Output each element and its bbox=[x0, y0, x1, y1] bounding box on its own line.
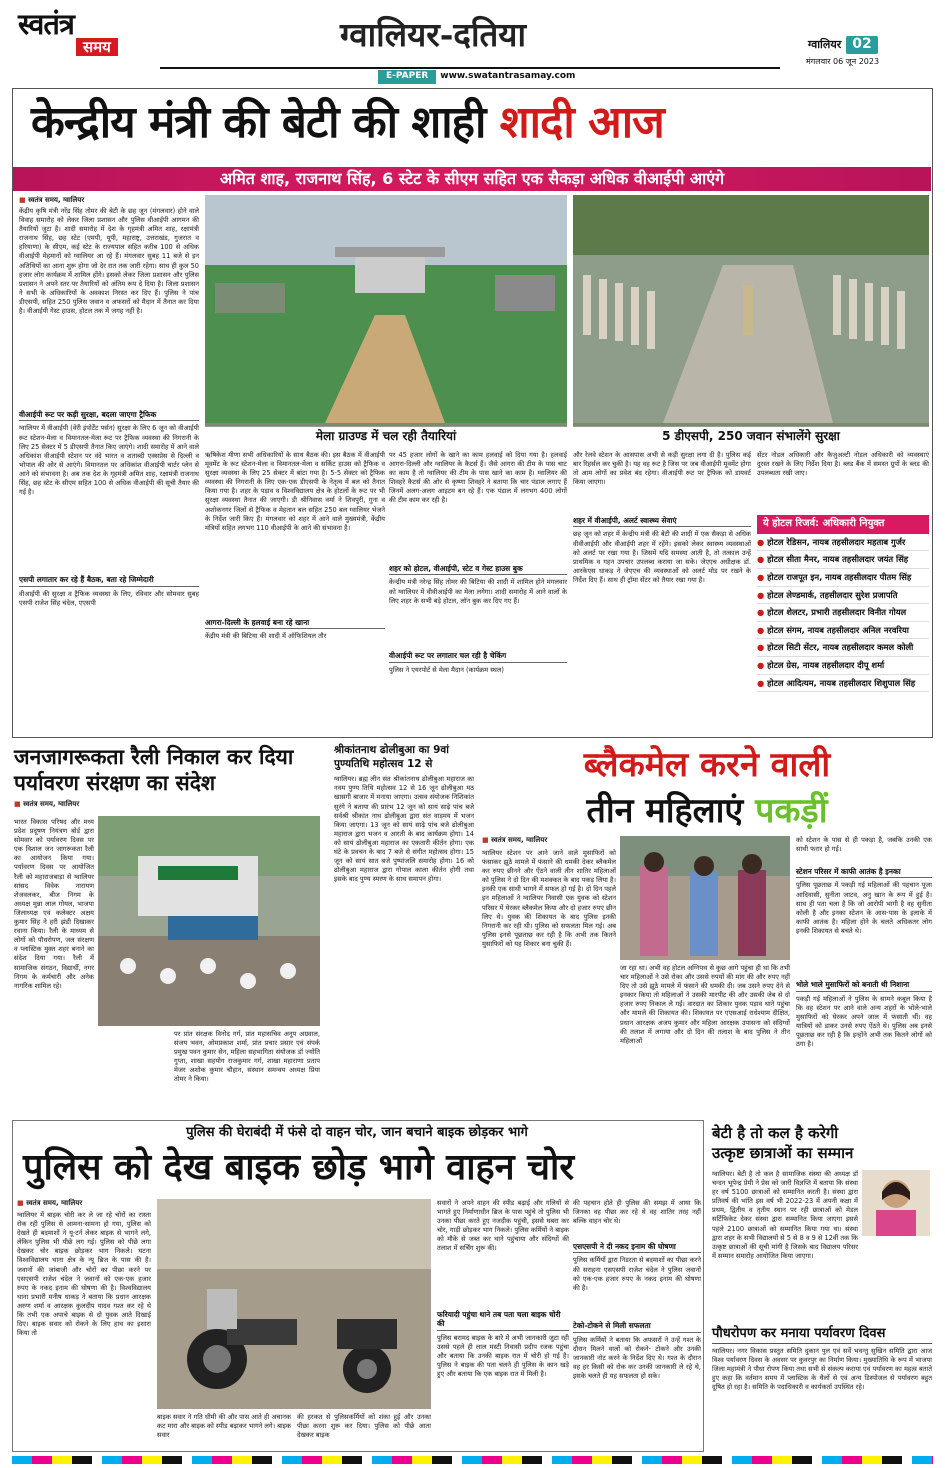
blackmail-sub-1: स्टेशन परिसर में काफी आतंक है इनका bbox=[796, 867, 932, 878]
rally-story bbox=[14, 744, 326, 808]
lead-col-1 bbox=[19, 196, 199, 620]
rally-col2-text: पर प्रांत संरक्षक विनोद गर्ग, प्रांत महासचिव अनूप अग्रवाल, संजय भवन, ओमप्रकाश शर्मा, प्रांत प्रचार प्रसार एवं संपर्क प्रमुख पवन कुमार सेन, महिला सहभागिता संयोजक डॉ ज्योति गुप्ता, शाखा सहयोग राजकुमार गर्ग, शाखा महाराणा प्रताप मेजर अशोक कुमार चौहान, संस्थान समन्वय अध्यक्ष प्रिया तोमर ने किया। bbox=[174, 1030, 320, 1084]
bike-col5c-text: पुलिस कर्मियों ने बताया कि अफसरों ने उन्हें गश्त के दौरान मिलने वालों को रोकने- टोकने और उनकी जानकारी नोट करने के निर्देश दिए थे। गश्त के दौरान वह हर किसी को रोक कर उनकी जानकारी ले रहे थे, इसके चलते ही यह सफलता हो सके। bbox=[573, 1335, 701, 1381]
website-link[interactable]: www.swatantrasamay.com bbox=[440, 71, 576, 81]
lead-col-3 bbox=[389, 451, 567, 686]
bike-col2-text: बाइक सवार ने गति धीमी की और पास आते ही अचानक कट मारा और बाइक को स्पीड बढ़ाकर भागने लगे। बाइक सवार bbox=[157, 1413, 291, 1440]
bike-sub-1: फरियादी पहुंचा थाने तब पता चला बाइक चोरी की bbox=[437, 1310, 569, 1331]
date-label: मंगलवार 06 जून 2023 bbox=[806, 57, 880, 66]
hotel-item: ● होटल संगम, नायब तहसीलदार अनिल नरवरिया bbox=[757, 622, 929, 640]
lead-col2b-text: केंद्रीय मंत्री की बिटिया की शादी में ऑफिशियल तौर bbox=[205, 632, 327, 641]
plantation-story bbox=[712, 1326, 932, 1447]
blackmail-headline-line2 bbox=[482, 790, 932, 834]
blackmail-col3c-text: पकड़ी गई महिलाओं ने पुलिस के सामने कबूल किया है कि वह स्टेशन पर आने वाले अन्य शहरों के भोले-भाले मुसाफिरों को घेरकर अपने जाल में फंसाती थीं। वह यात्रियों को डाकर उनसे रुपए ऐंठते थे। पुलिस अब इनसे पूछताछ कर रही है कि इन्होंने अभी तक कितने लोगों को ठगा है। bbox=[796, 994, 932, 1049]
rally-headline: जनजागरूकता रैली निकाल कर दिया पर्यावरण संरक्षण का संदेश bbox=[14, 745, 294, 796]
bike-sub-3: टेको-टोकने से मिली सफलता bbox=[573, 1321, 701, 1332]
organizer-portrait bbox=[862, 1170, 930, 1236]
punyatithi-text: ग्वालियर। ब्रह्म लीन संत श्रीकांतनाथ ढोलीबुआ महाराज का नवम पुण्य तिथि महोत्सव 12 से 16 जून ढोलीबुआ मठ खासगी बाजार में मनाया जाएगा। उत्सव संयोजक निशिकांत सुरंगे ने बताया की प्रारंभ 12 जून को सायं साढ़े पांच बजे सर्वश्री श्रीकांत नाथ ढोलीबुआ द्वारा संत वाड़मय में भजन किया जाएगा। 13 जून को सायं साढ़े पांच बजे ढोलीबुआ महाराज द्वारा भजन व आरती के बाद कार्यक्रम होगा। 14 को सायं ढोलीबुआ महाराज का एकतारी कीर्तन होगा। एक घंटे के प्रवचन के बाद 7 बजे से संगीत महोत्सव होगा। 15 जून को सायं सात बजे पुष्पांजलि समारोह होगा। 16 को ढोलीबुआ महाराज द्वारा गोपाल काला कीर्तन होगी तथा इसके बाद पुण्य स्मरण के साथ समापन होगा। bbox=[334, 775, 474, 884]
photo-rally bbox=[98, 816, 320, 1026]
lead-col1-text: केंद्रीय कृषि मंत्री नरेंद्र सिंह तोमर की बेटी के छह जून (मंगलवार) होने वाले विवाह समारोह को लेकर जिला प्रशासन और पुलिस वीआईपी आगमन की तैयारियों जुटा है। शादी समारोह में देश के गृहमंत्री अमित शाह, रक्षामंत्री राजनाथ सिंह, छह स्टेट (एमपी, यूपी, महाराष्ट्र, उत्तराखंड, गुजरात व हरियाणा) के सीएम, कई स्टेट के राज्यपाल सहित करीब 100 से अधिक वीआईपी मेहमानों को ग्वालियर आ रहे हैं। मंगलवार सुबह 11 बजे से इन अतिथियों का आना शुरू होगा जो देर रात तक जारी रहेगा। साथ ही कुल 50 हजार लोग कार्यक्रम में शामिल होंगे। इसको लेकर जिला प्रशासन और पुलिस प्रशासन ने अपने स्तर पर तैयारियों को अंतिम रूप दे दिया है। जिला प्रशासन ने सभी के अधिकारियों के अवकाश निरस्त कर दिए हैं। पुलिस ने पांच डीएसपी, सहित 250 पुलिस जवान व अफसरों को मैदान में तैनात कर दिया है। वीआईपी गेस्ट हाउस, होटल तक में जगह नहीं है। bbox=[19, 206, 199, 315]
lead-strap: अमित शाह, राजनाथ सिंह, 6 स्टेट के सीएम सहित एक सैकड़ा अधिक वीआईपी आएंगे bbox=[13, 167, 931, 191]
bike-kicker: पुलिस की घेराबंदी में फंसे दो वाहन चोर, जान बचाने बाइक छोड़कर भागे bbox=[186, 1125, 528, 1140]
lead-headline-red: शादी आज bbox=[499, 97, 664, 148]
blackmail-col-3 bbox=[796, 836, 932, 1095]
hotels-title: ये होटल रिजर्व: अधिकारी नियुक्त bbox=[757, 515, 929, 534]
daughter-headline-2: उत्कृष्ट छात्राओं का सम्मान bbox=[712, 1143, 854, 1162]
daughter-headline-1: बेटी है तो कल है करेगी bbox=[712, 1124, 839, 1142]
caption-mela-ground: मेला ग्राउण्ड में चल रही तैयारियां bbox=[205, 426, 567, 445]
page-meta bbox=[808, 36, 878, 54]
bike-col5-text: की पहचान होते ही पुलिस की समझ में आया कि जिनका वह पीछा कर रहे थे वह शातिर तरह नहीं बल्कि वाहन चोर थे। bbox=[573, 1199, 701, 1226]
lead-sub-3: आगरा-दिल्ली के हलवाई बना रहे खाना bbox=[205, 618, 385, 629]
lead-col4-text: और रेलवे स्टेशन के आसपास अभी से कड़ी सुरक्षा लगा दी है। पुलिस कई बार रिहर्सल कर चुकी है। यह वह रूट है जिस पर जब वीआईपी मूवमेंट होगा तो आम लोगों का प्रवेश बंद रहेगा। वीआईपी रूट पर ट्रैफिक को डायवर्ट किया जाएगा। bbox=[573, 451, 751, 487]
mela-ground-image bbox=[205, 195, 567, 423]
rally-byline: ■ स्वतंत्र समय, ग्वालियर bbox=[14, 800, 326, 809]
blackmail-col3-text: को स्टेशन के पास से ही पकड़ा है, जबकि उनकी एक साथी फरार हो गई। bbox=[796, 836, 932, 854]
lead-headline-black: केन्द्रीय मंत्री की बेटी की शाही bbox=[31, 97, 486, 148]
hotels-list bbox=[757, 534, 929, 692]
arrested-women-image bbox=[620, 836, 790, 960]
blackmail-col2-text: जा रहा था। अभी वह होटल अग्निपथ से कुछ आगे पहुंचा ही था कि तभी चार महिलाओं ने उसे रोका और उससे रुपयों की मांग की और रुपए नहीं दिए तो उसे झूठे मामले में फंसाने की धमकी दी। जब उसने रुपए देने से इनकार किया तो महिलाओं ने उसकी मारपीट की और उसकी जेब से दो हजार रुपए निकाल ले गईं। वारदात का शिकार युवक पड़ाव थाने पहुंचा और मामले की शिकायत की। शिकायत पर एएसआई राधेश्याम दीक्षित, प्रधान आरक्षक अजय कुमार और महिला आरक्षक उपासना को संदिग्धों की तलाश में लगाया और दो दिन की तलाश के बाद पुलिस ने तीन महिलाओं bbox=[620, 964, 790, 1045]
rally-image bbox=[98, 816, 320, 1026]
bike-col-4 bbox=[437, 1199, 569, 1444]
lead-sub-5: वीआईपी रूट पर लगातार चल रही है चेकिंग bbox=[389, 651, 567, 662]
hotel-item: ● होटल आदित्यम, नायब तहसीलदार शिशुपाल सिंह bbox=[757, 675, 929, 693]
lead-col-5 bbox=[757, 451, 929, 692]
epaper-label: E-PAPER bbox=[378, 70, 436, 84]
punyatithi-headline: श्रीकांतनाथ ढोलीबुआ का 9वां पुण्यतिथि महोत्सव 12 से bbox=[334, 744, 449, 770]
lead-col3c-text: पुलिस ने एयरपोर्ट से मेला मैदान (कार्यक्रम स्थल) bbox=[389, 665, 504, 674]
lead-headline bbox=[31, 95, 664, 151]
hotel-item: ● होटल ग्रेस, नायब तहसीलदार दीपू शर्मा bbox=[757, 657, 929, 675]
police-force-image bbox=[573, 195, 929, 423]
bike-col4-text: सवारों ने अपने वाहन की स्पीड बढ़ाई और गलियों से भागते हुए निर्माणाधीन ब्रिज के पास पहुंचे तो पुलिस भी उनका पीछा करते हुए नजदीक पहुंची, इससे घबरा कर चोर, गाड़ी छोड़कर भाग निकले। पुलिस कर्मियों ने बाइक को मौके से जब्त कर थाने पहुंचाया और संदिग्धों की तलाश में सर्चिंग शुरू की। bbox=[437, 1199, 569, 1253]
lead-sub-2: एसपी लगातार कर रहे हैं बैठक, बता रहे जिम्मेदारी bbox=[19, 575, 199, 586]
hotel-item: ● होटल राजपूत इन, नायब तहसीलदार पीतम सिंह bbox=[757, 569, 929, 587]
blackmail-story bbox=[482, 744, 932, 833]
bike-byline: ■ स्वतंत्र समय, ग्वालियर bbox=[17, 1199, 151, 1208]
photo-police-force bbox=[573, 195, 929, 445]
daughter-story bbox=[712, 1124, 932, 1163]
plantation-headline: पौधरोपण कर मनाया पर्यावरण दिवस bbox=[712, 1326, 932, 1344]
bike-headline: पुलिस को देख बाइक छोड़ भागे वाहन चोर bbox=[23, 1147, 575, 1188]
hotel-item: ● होटल सीता मैनर, नायब तहसीलदार जयंत सिंह bbox=[757, 551, 929, 569]
logo bbox=[18, 6, 148, 57]
blackmail-byline: ■ स्वतंत्र समय, ग्वालियर bbox=[482, 836, 616, 845]
hotel-item: ● होटल सिटी सेंटर, नायब तहसीलदार कमल कोली bbox=[757, 639, 929, 657]
hotel-item: ● होटल लेण्डमार्क, तहसीलदार सुरेश प्रजापति bbox=[757, 587, 929, 605]
lead-col-4 bbox=[573, 451, 751, 710]
edition-title: ग्वालियर-दतिया bbox=[340, 15, 526, 54]
lead-sub-6: शहर में वीआईपी, अलर्ट स्वास्थ्य सेवाएं bbox=[573, 516, 751, 527]
caption-police-force: 5 डीएसपी, 250 जवान संभालेंगे सुरक्षा bbox=[573, 426, 929, 445]
blackmail-headline-red: ब्लैकमेल करने वाली bbox=[583, 745, 831, 785]
daughter-text: ग्वालियर। बेटी है तो कल है सामाजिक संस्था की अध्यक्ष डॉ चन्दन भूपेन्द्र प्रेमी ने प्रेस को जारी विज्ञप्ति में बताया कि संस्था हर वर्ष 5100 छात्राओं को सम्मानित करती है। संस्था द्वारा प्रतिवर्ष की भांति इस वर्ष भी 2022-23 में अपनी कक्षा में प्रथम, द्वितीय व तृतीय स्थान पर रही छात्राओं को मेडल सर्टिफिकेट देकर संस्था द्वारा सम्मानित किया जाएगा इससे पहले 2100 छात्राओं को सम्मानित किया गया था। संस्था द्वारा शहर के सभी विद्यालयों से 5 से 8 व 9 से 12वीं तक कि उत्कृष्ट छात्राओं की सूची मांगी है जिसके बाद विद्यालय परिसर में सम्मान समारोह आयोजित किया जाएगा। bbox=[712, 1170, 858, 1260]
bike-sub-2: एसएसपी ने दी नकद इनाम की घोषणा bbox=[573, 1242, 701, 1253]
bike-image bbox=[157, 1199, 431, 1409]
lead-col3b-text: केन्द्रीय मंत्री नरेन्द्र सिंह तोमर की बिटिया की शादी में शामिल होने मंगलवार को ग्वालियर में वीवीआईपी का मेला लगेगा। शादी समारोह में आने वालों के लिए शहर के सभी बड़े होटल, लॉन बुक कर दिए गए हैं। bbox=[389, 578, 567, 605]
color-registration-strip bbox=[12, 1456, 933, 1464]
lead-col4b-text: छह जून को शहर में केन्द्रीय मंत्री की बेटी की शादी में एक सैकड़ा से अधिक वीवीआईपी और वीआईपी शहर में रहेंगे। इसको लेकर स्वास्थ्य व्यवस्थाओं को अलर्ट पर रखा गया है। जिसमें यदि समस्या आती है, तो तत्काल उन्हें प्राथमिक व गहन उपचार उपलब्ध कराया जा सके। जेएएच अधीक्षक डॉ. आरकेएस धाकड़ ने जेएएच की व्यवस्थाओं को अलर्ट मोड पर रखने के निर्देश दिए हैं। साथ ही ट्रॉमा सेंटर को तैयार रखा गया है। bbox=[573, 530, 751, 584]
logo-badge: समय bbox=[76, 38, 118, 56]
photo-arrested-women bbox=[620, 836, 790, 960]
blackmail-col3b-text: पुलिस पूछताछ में पकड़ी गई महिलाओं की पहचान पूजा आदिवासी, सुनीता जाटव, अनु खान के रूप में हुई है। साथ ही पता चला है कि जो आरोपी भागी है वह सुनीता कोली है और इनका स्टेशन के आस-पास के इलाके में काफी आतंक है। महिला होने के चलते अधिकतर लोग इनकी शिकायत से बचते थे। bbox=[796, 881, 932, 935]
lead-col1c-text: वीआईपी की सुरक्षा व ट्रैफिक व्यवस्था के लिए, रविवार और सोमवार सुबह एसपी राजेश सिंह चंदेल, एएसपी bbox=[19, 589, 199, 607]
blackmail-headline-green: पकड़ीं bbox=[755, 790, 828, 831]
page-number: 02 bbox=[846, 36, 877, 54]
bike-col4b-text: पुलिस बरामद बाइक के बारे में अभी जानकारी जुटा रही उससे पहले ही लाल मस्टी निवासी प्रदीप रजक पहुंचा और बताया कि उनकी बाइक रात में चोरी हो गई है। पुलिस ने बाइक की पता चलने ही पुलिस के कान खड़े हुए और बताया कि एक बाइक रात में मिली है। bbox=[437, 1333, 569, 1379]
lead-col1b-text: ग्वालियर में वीआईपी (वेरी इंपोर्टेंट पर्सन) सुरक्षा के लिए 6 जून को वीआईपी रूट स्टेशन-मेला व विमानतल-मेला रूट पर ट्रैफिक व्यवस्था की निगरानी के लिए 25 सेक्टर में 5 डीएसपी तैनात किए जाएंगे। शादी समारोह में आने वाले अधिकांश वीआईपी स्टेशन पर वंदे भारत व शताब्दी एक्सप्रेस से दिल्ली व भोपाल की ओर से आएंगे। विमानतल पर अधिकांश वीआईपी चार्टर प्लेन से आने को संभावना है। अब तक देश के गृहमंत्री अमित शाह, रक्षामंत्री राजनाथ सिंह, छह स्टेट के सीएम सहित 100 से अधिक वीआईपी की सूची तैयार की गई है। bbox=[19, 424, 199, 497]
lead-sub-4: शहर को होटल, वीआईपी, स्टेट व गेस्ट हाउस बुक bbox=[389, 564, 567, 575]
lead-story-box bbox=[12, 88, 933, 738]
bike-col5b-text: पुलिस कर्मियों द्वारा निडरता से बदमाशों का पीछा करने की सराहना एसएसपी राजेश चंदेल ने पुलिस जवानों को एक-एक हजार रुपए के नकद इनाम की घोषणा की है। bbox=[573, 1256, 701, 1292]
blackmail-col1-text: ग्वालियर स्टेशन पर आने जाने वाले मुसाफिरों को फंसाकर झूठे मामले में फंसाने की धमकी देकर ब्लैकमेल कर रुपए छीनने और ऐंठने वाली तीन शातिर महिलाओं को पुलिस ने दो दिन की मशक्कत के बाद पकड़ लिया है। इनकी एक साथी भागने में सफल हो गई है। दो दिन पहले इन महिलाओं ने ग्वालियर निवासी एक युवक को स्टेशन परिसर में घेरकर ब्लैकमेल किया और दो हजार रुपए छीन लिए थे। युवक की शिकायत के बाद पुलिस इनकी निगरानी कर रही थी। पुलिस को सफलता मिल गई। अब पुलिस इनसे पूछताछ कर रही है कि अभी तक कितने मुसाफिरों को यह शिकार बना चुकी हैं। bbox=[482, 848, 616, 948]
bike-col1-text: ग्वालियर में बाइक चोरी कर ले जा रहे चोरों का रास्ता रोक रही पुलिस से आमना-सामना हो गया, पुलिस को देखते ही बदमाशों ने यू-टर्न लेकर बाइक से भागने लगे, लेकिन पुलिस भी पीछे लग गई। पुलिस को पीछे लगा देखकर चोर बाइक छोड़कर भाग निकले। घटना विश्वविद्यालय थाना क्षेत्र के न्यू ब्रिज के पास की है। जवानों की जांबाजी और चोरों का पीछा करने पर एसएसपी राजेश चंदेल ने जवानों को एक-एक हजार रुपए के नकद इनाम की घोषणा की है। विश्वविद्यालय थाना प्रभारी मनीष धाकड़ ने बताया कि प्रधान आरक्षक अरुण शर्मा व आरक्षक कुलदीप यादव गश्त कर रहे थे कि तभी एक अपाचे बाइक से दो युवक आते दिखाई दिए। बाइक सवार को रोकने के लिए हाथ का इशारा किया तो bbox=[17, 1210, 151, 1338]
punyatithi-story bbox=[334, 744, 474, 1105]
photo-organizer bbox=[862, 1170, 930, 1236]
lead-sub-1: वीआईपी रूट पर कड़ी सुरक्षा, बदला जाएगा ट्रैफिक bbox=[19, 410, 199, 421]
lead-col5-text: सेंटर नोडल अधिकारी और कैजुअल्टी नोडल अधिकारी को व्यवस्थाएं दुरस्त रखने के लिए निर्देश दिया है। ब्लड बैंक में समस्त ग्रुपों के ब्लड की उपलब्धता रखी जाए। bbox=[757, 451, 929, 478]
rally-col1-text: भारत विकास परिषद और मध्य प्रदेश प्रदूषण नियंत्रण बोर्ड द्वारा सोमवार को पर्यावरण दिवस पर एक विशाल जन जागरूकता रैली का आयोजन किया गया। पर्यावरण दिवस पर आयोजित रैली को महाराजबाड़ा से ग्वालियर सांसद विवेक नारायण शेजवलकर, बीज निगम के अध्यक्ष मुन्ना लाल गोयल, भाजपा जिलाध्यक्ष एवं कलेक्टर अक्षय कुमार सिंह ने हरी झंडी दिखाकर रवाना किया। रैली के माध्यम से लोगों को पौधरोपण, जल संरक्षण व प्लास्टिक मुक्त शहर बनाने का संदेश दिया गया। रैली में सामाजिक संगठन, विद्यार्थी, नगर निगम के कर्मचारी और अनेक नागरिक शामिल रहे। bbox=[14, 818, 94, 990]
bike-col3-text: की हरकत से पुलिसकर्मियों को शंका हुई और उनका पीछा करना शुरू कर दिया। पुलिस को पीछे आता देखकर बाइक bbox=[297, 1413, 431, 1440]
hotel-item: ● होटल रेडिसन, नायब तहसीलदार महताब गुर्जर bbox=[757, 534, 929, 552]
lead-byline: ■ स्वतंत्र समय, ग्वालियर bbox=[19, 196, 199, 205]
bike-col-1 bbox=[17, 1199, 151, 1451]
lead-col3-text: पर 45 हजार लोगों के खाने का काम हलवाई को दिया गया है। हलवाई आगरा-दिल्ली और ग्वालियर के कैटर्स हैं। जैसे आगरा की टीम के पास चाट का काम है तो ग्वालियर की टीम के पास खाने का काम है। ग्वालियर की शिवहरे कैटर्स की ओर से कृष्णा शिवहरे ने बताया कि चार पंडाल लगाए हैं जिनमें अलग-अलग आइटम बन रहे हैं। एक पंडाल में लगभग 400 लोगों की टीम काम कर रही है। bbox=[389, 451, 567, 505]
plantation-text: ग्वालियर। नगर विकास प्रस्तुत समिति दुकान पुल एवं सर्वे भवन्तु सुखिन समिति द्वारा आज विश्व पर्यावरण दिवस के अवसर पर कुवरपुर का निर्माण किया। मुख्यातिथि के रूप में भाजपा जिला महामंत्री ने पौधा रोपण किया तथा सभी से संकल्प कराया एवं पर्यावरण का महत्व बताते हुए कहा कि वर्तमान समय में प्लास्टिक के थैलों से एवं अन्य डिस्पोजल से पर्यावरण बहुत दूषित हो रहा है। समिति के पदाधिकारी व कार्यकर्ता उपस्थित रहे। bbox=[712, 1346, 932, 1392]
lead-col-2 bbox=[205, 451, 385, 652]
blackmail-sub-2: भोले भाले मुसाफिरों को बनाती थी निशाना bbox=[796, 980, 932, 991]
blackmail-col-1 bbox=[482, 836, 616, 1119]
epaper-bar bbox=[378, 70, 575, 84]
bike-col-5 bbox=[573, 1199, 701, 1430]
blackmail-headline-black: तीन महिलाएं bbox=[586, 790, 744, 831]
lead-col2-text: ऋषिकेश मीणा सभी अधिकारियों के साथ बैठक की। इस बैठक में वीआईपी मूवमेंट के रूट स्टेशन-मेला व विमानतल-मेला व सर्किट हाउस को ट्रैफिक व सुरक्षा व्यवस्था के लिए 25 सेक्टर में बांटा गया है। 5-5 सेक्टर को ट्रैफिक व्यवस्था की निगरानी के लिए एक-एक डीएसपी के नेतृत्व में बल को तैनात किया गया है। शहर के पड़ाव व विश्वविद्यालय क्षेत्र के होटलों के रूट पर भी सुरक्षा व्यवस्था तैनात की जाएगी। डी श्रीनिवास वर्मा ने शिवपुरी, गुना व अशोकनगर जिलों से ट्रैफिक व मेहतान बल सहित 250 बल ग्वालियर भेजने के निर्देश जारी किए हैं। मंगलवार को शहर में आने वाले मुख्यमंत्री, केंद्रीय मंत्रियों सहित लगभग 110 वीआईपी के आने की संभावना है। bbox=[205, 451, 385, 532]
photo-bike bbox=[157, 1199, 431, 1409]
city-label: ग्वालियर bbox=[808, 37, 842, 51]
logo-text: स्वतंत्र bbox=[18, 7, 74, 41]
photo-mela-ground bbox=[205, 195, 567, 445]
bike-story-box bbox=[12, 1120, 704, 1452]
masthead-rule bbox=[160, 67, 780, 69]
hotel-item: ● होटल शेलटर, प्रभारी तहसीलदार विनीत गोयल bbox=[757, 604, 929, 622]
